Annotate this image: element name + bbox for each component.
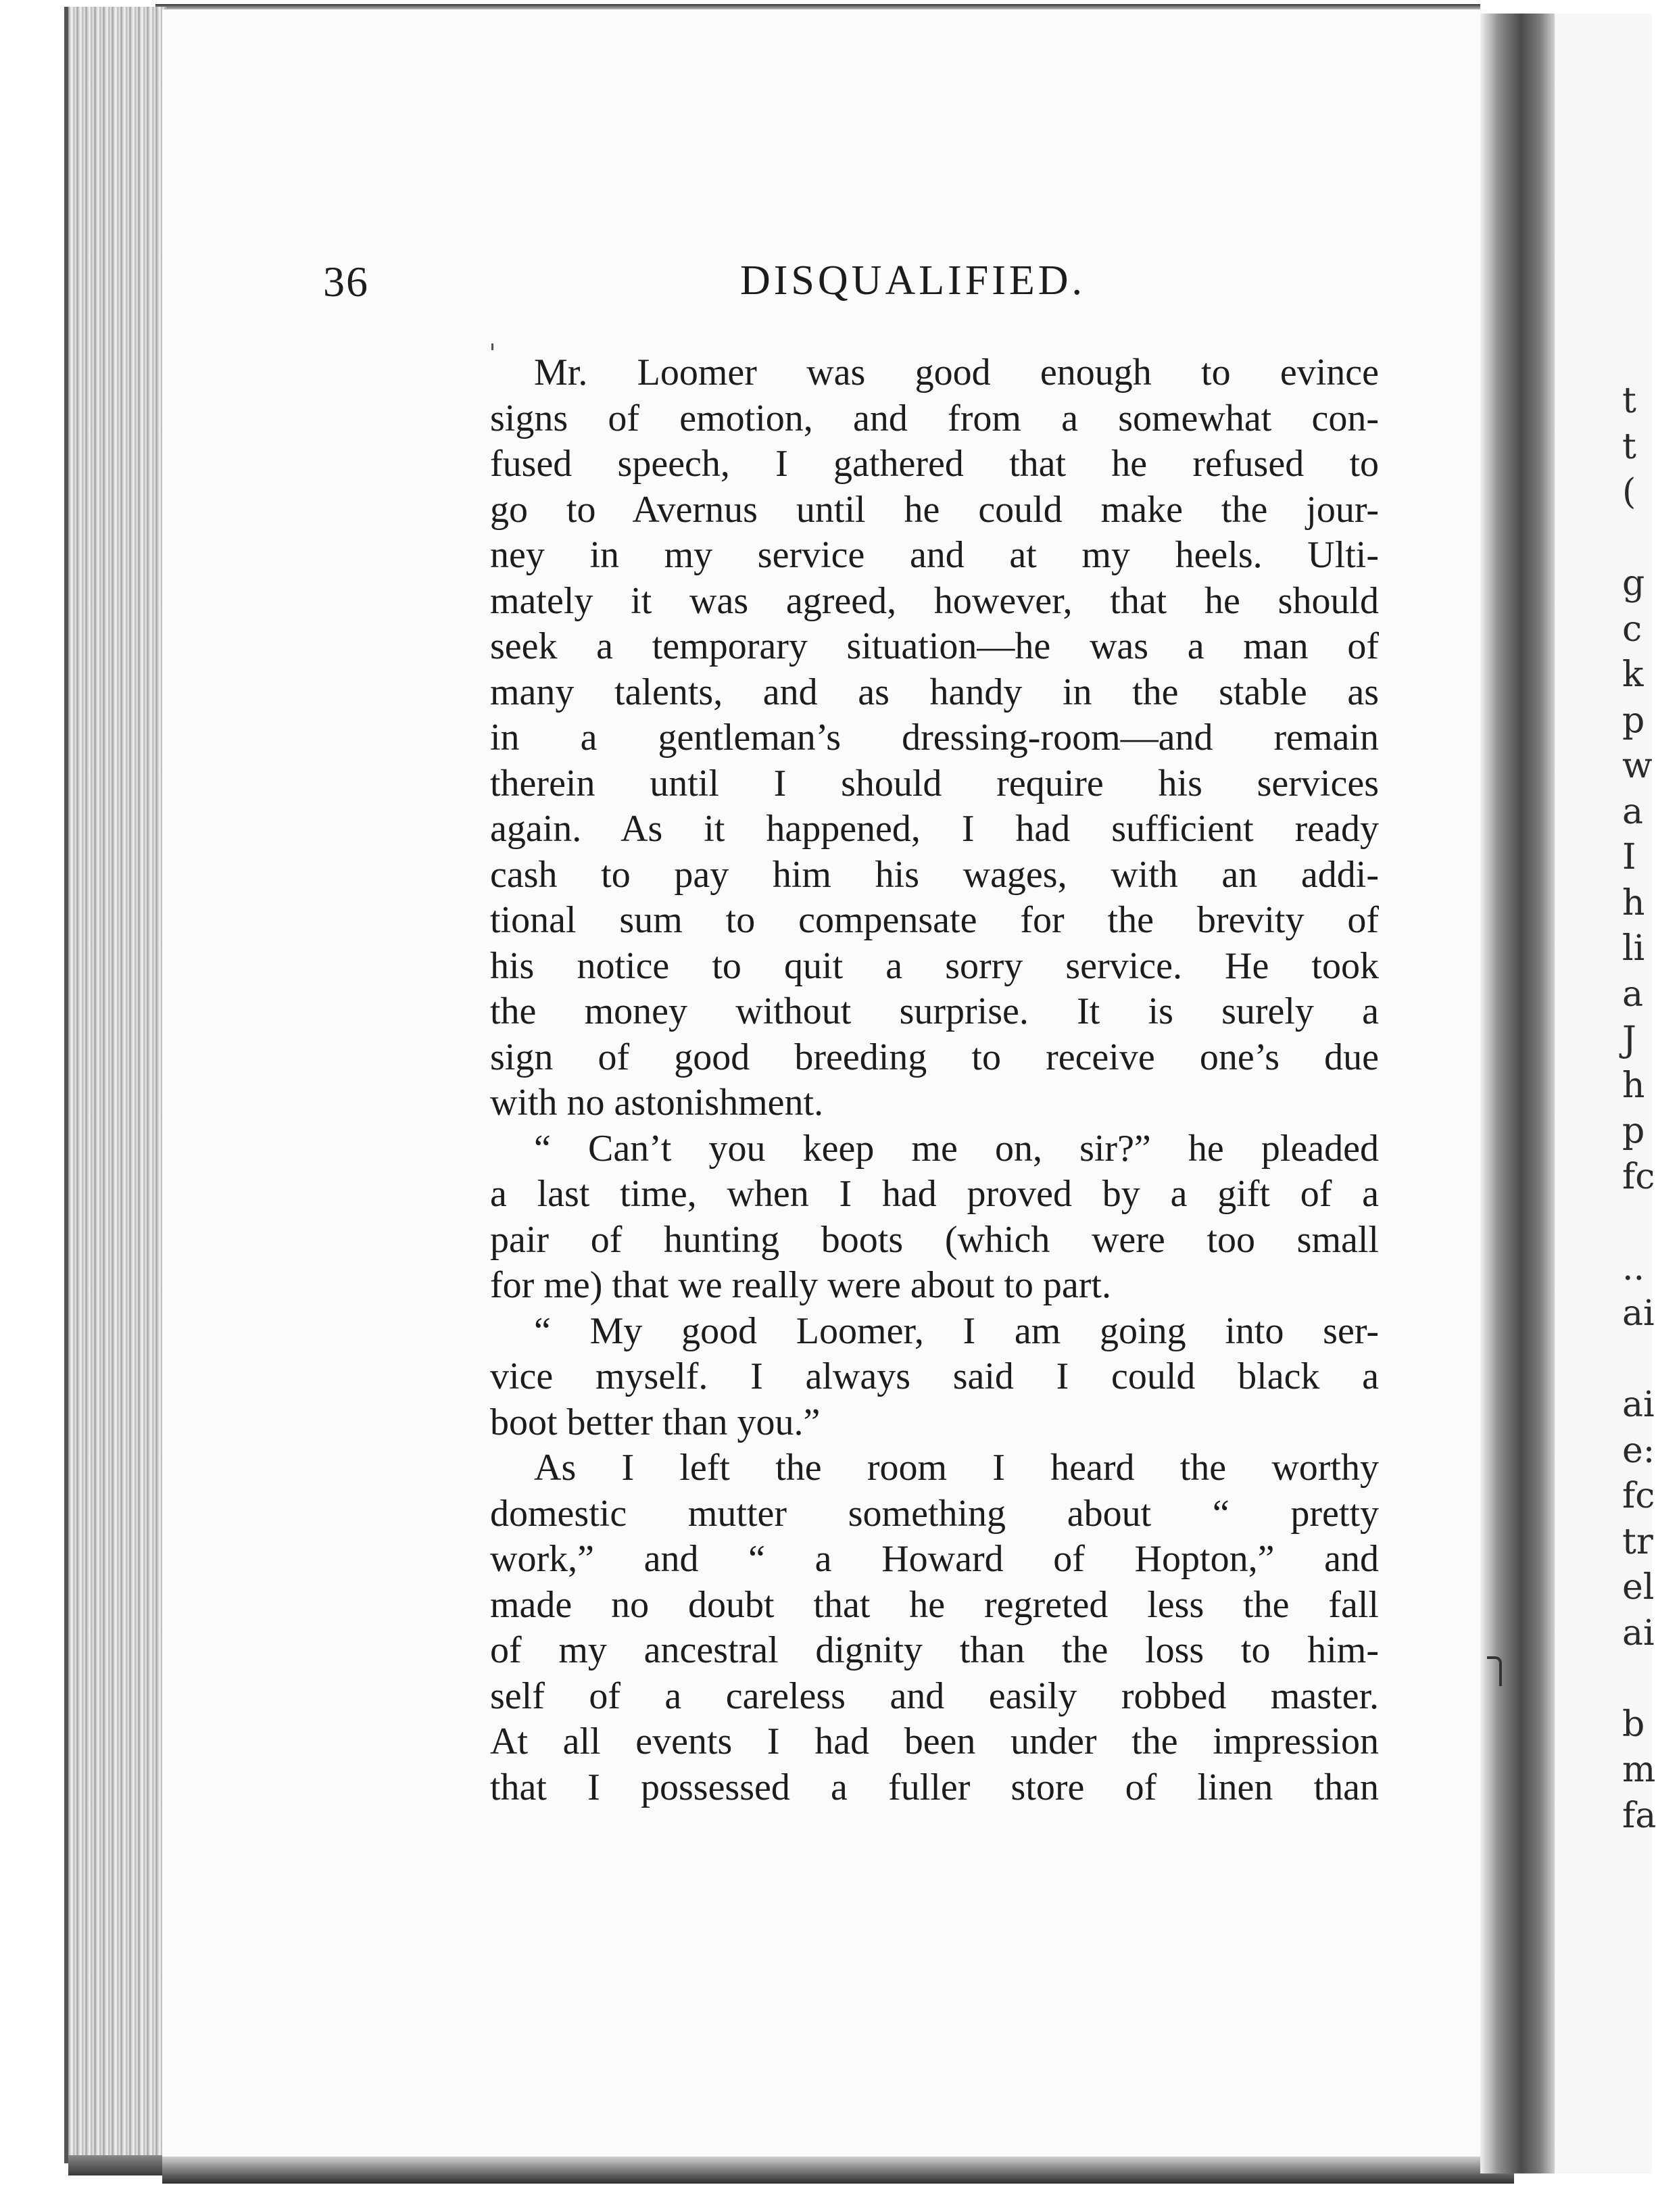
text-line: that I possessed a fuller store of linen than bbox=[490, 1766, 1379, 1808]
text-line: with no astonishment. bbox=[490, 1082, 824, 1124]
text-line: go to Avernus until he could make the jour- bbox=[490, 488, 1379, 531]
text-line: tional sum to compensate for the brevity of bbox=[490, 899, 1379, 941]
text-line: boot better than you.” bbox=[490, 1401, 821, 1443]
running-head bbox=[0, 257, 1652, 311]
margin-mark bbox=[1487, 1656, 1502, 1686]
text-line: work,” and “ a Howard of Hopton,” and bbox=[490, 1538, 1379, 1580]
text-line: domestic mutter something about “ pretty bbox=[490, 1492, 1379, 1535]
text-line: signs of emotion, and from a somewhat con- bbox=[490, 397, 1379, 439]
page-bottom-shadow bbox=[162, 2157, 1514, 2184]
text-line: ney in my service and at my heels. Ulti- bbox=[490, 534, 1379, 576]
text-line: “ Can’t you keep me on, sir?” he pleaded bbox=[534, 1127, 1379, 1170]
text-line: many talents, and as handy in the stable as bbox=[490, 671, 1379, 713]
text-line: fused speech, I gathered that he refused to bbox=[490, 443, 1379, 485]
text-line: therein until I should require his services bbox=[490, 762, 1379, 804]
text-line: for me) that we really were about to part. bbox=[490, 1264, 1111, 1306]
page-top-edge bbox=[155, 4, 1480, 9]
text-line: in a gentleman’s dressing-room—and remain bbox=[490, 717, 1379, 759]
body-text bbox=[490, 350, 1379, 1810]
page-edge-stack bbox=[64, 7, 166, 2163]
text-line: cash to pay him his wages, with an addi- bbox=[490, 853, 1379, 896]
text-line: At all events I had been under the impression bbox=[490, 1721, 1379, 1762]
text-line: Mr. Loomer was good enough to evince bbox=[534, 352, 1379, 393]
text-line: of my ancestral dignity than the loss to him- bbox=[490, 1629, 1379, 1671]
text-line: mately it was agreed, however, that he should bbox=[490, 579, 1379, 622]
text-line: vice myself. I always said I could black a bbox=[490, 1355, 1379, 1397]
page-number: 36 bbox=[323, 258, 369, 306]
text-line: made no doubt that he regreted less the fall bbox=[490, 1583, 1379, 1626]
text-line: a last time, when I had proved by a gift of a bbox=[490, 1173, 1379, 1215]
binding-gutter-shadow bbox=[1480, 14, 1555, 2173]
text-line: his notice to quit a sorry service. He took bbox=[490, 944, 1379, 987]
chapter-title: DISQUALIFIED. bbox=[740, 258, 1086, 304]
text-line: the money without surprise. It is surely a bbox=[490, 990, 1379, 1032]
text-line: “ My good Loomer, I am going into ser- bbox=[534, 1309, 1379, 1352]
text-line: sign of good breeding to receive one’s due bbox=[490, 1036, 1379, 1078]
ink-speck bbox=[491, 343, 493, 350]
text-line: again. As it happened, I had sufficient ready bbox=[490, 808, 1379, 850]
text-line: pair of hunting boots (which were too small bbox=[490, 1218, 1379, 1261]
text-line: seek a temporary situation—he was a man of bbox=[490, 625, 1379, 667]
text-line: As I left the room I heard the worthy bbox=[534, 1447, 1379, 1489]
text-line: self of a careless and easily robbed master. bbox=[490, 1675, 1379, 1717]
facing-page-text-fragments: t t ( g c k p w a I h li a J h p fc .. ai ai e: fc tr el ai b m fa bbox=[1622, 381, 1656, 1836]
